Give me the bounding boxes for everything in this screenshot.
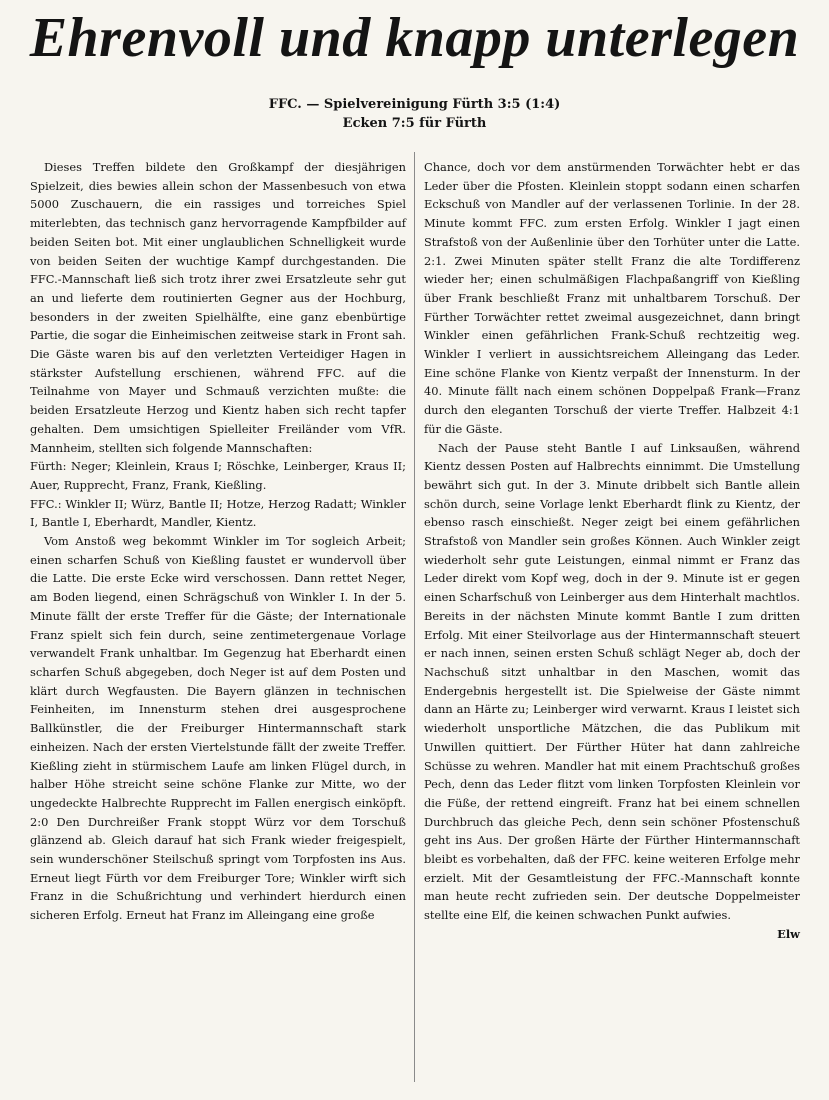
paragraph-first-half-cont: Chance, doch vor dem anstürmenden Torwächter hebt er das Leder über die Pfosten. Kleinlein stoppt sodann einen scharfen Eckschuß von Mandler auf der verlassenen Torlinie. In der 28. Minute kommt FFC. zum ersten Erfolg. Winkler I jagt einen Strafstoß von der Außenlinie über den Torhüter unter die Latte. 2:1. Zwei Minuten später stellt Franz die alte Tordifferenz wieder her; einen schulmäßigen Flachpaßangriff von Kießling über Frank beschließt Franz mit unhaltbarem Torschuß. Der Fürther Torwächter rettet zweimal ausgezeichnet, dann bringt Winkler einen gefährlichen Frank-Schuß rechtzeitig weg. Winkler I verliert in aussichtsreichem Alleingang das Leder. Eine schöne Flanke von Kientz verpaßt der Innensturm. In der 40. Minute fällt nach einem schönen Doppelpaß Frank—Franz durch den eleganten Torschuß der vierte Treffer. Halbzeit 4:1 für die Gäste. (424, 160, 800, 436)
paragraph-intro: Dieses Treffen bildete den Großkampf der diesjährigen Spielzeit, dies bewies allein schon der Massenbesuch von etwa 5000 Zuschauern, die ein rassiges und torreiches Spiel miterlebten, das technisch ganz hervorragende Kampfbilder auf beiden Seiten bot. Mit einer unglaublichen Schnelligkeit wurde von beiden Seiten der wuchtige Kampf durchgestanden. Die FFC.-Mannschaft ließ sich trotz ihrer zwei Ersatzleute sehr gut an und lieferte dem routinierten Gegner aus der Hochburg, besonders in der zweiten Spielhälfte, eine ganz ebenbürtige Partie, die sogar die Einheimischen zeitweise stark in Front sah. Die Gäste waren bis auf den verletzten Verteidiger Hagen in stärkster Aufstellung erschienen, während FFC. auf die Teilnahme von Mayer und Schmauß verzichten mußte: die beiden Ersatzleute Herzog und Kientz haben sich recht tapfer gehalten. Dem umsichtigen Spielleiter Freiländer vom VfR. Mannheim, stellten sich folgende Mannschaften: (30, 160, 406, 455)
match-result: FFC. — Spielvereinigung Fürth 3:5 (1:4) (268, 97, 561, 112)
headline: Ehrenvoll und knapp unterlegen (29, 7, 800, 69)
lineup-ffc: FFC.: Winkler II; Würz, Bantle II; Hotze, Herzog Radatt; Winkler I, Bantle I, Eberhardt, Mandler, Kientz. (30, 496, 406, 530)
paragraph-first-half: Vom Anstoß weg bekommt Winkler im Tor sogleich Arbeit; einen scharfen Schuß von Kießling faustet er wundervoll über die Latte. Die erste Ecke wird verschossen. Dann rettet Neger, am Boden liegend, einen Schrägschuß von Winkler I. In der 5. Minute fällt der erste Treffer für die Gäste; der Internationale Franz spielt sich fein durch, seine zentimetergenaue Vorlage verwandelt Frank unhaltbar. Im Gegenzug hat Eberhardt einen scharfen Schuß abgegeben, doch Neger ist auf dem Posten und klärt durch Wegfausten. Die Bayern glänzen in technischen Feinheiten, im Innensturm stehen drei ausgesprochene Ballkünstler, die der Freiburger Hintermannschaft stark einheizen. Nach der ersten Viertelstunde fällt der zweite Treffer. Kießling zieht in stürmischem Laufe am linken Flügel durch, in halber Höhe streicht seine schöne Flanke zur Mitte, wo der ungedeckte Halbrechte Rupprecht im Fallen energisch einköpft. 2:0 Den Durchreißer Frank stoppt Würz vor dem Torschuß glänzend ab. Gleich darauf hat sich Frank wieder freigespielt, sein wunderschöner Steilschuß springt vom Torpfosten ins Aus. Erneut liegt Fürth vor dem Freiburger Tore; Winkler wirft sich Franz in die Schußrichtung und verhindert hierdurch einen sicheren Erfolg. Erneut hat Franz im Alleingang eine große (30, 534, 406, 923)
article-column-right (424, 158, 800, 944)
lineup-fuerth: Fürth: Neger; Kleinlein, Kraus I; Röschke, Leinberger, Kraus II; Auer, Rupprecht, Franz, Frank, Kießling. (30, 459, 406, 492)
author-signature: Elw (777, 926, 800, 941)
paragraph-second-half: Nach der Pause steht Bantle I auf Linksaußen, während Kientz dessen Posten auf Halbrechts einnimmt. Die Umstellung bewährt sich gut. In der 3. Minute dribbelt sich Bantle allein schön durch, seine Vorlage lenkt Eberhardt flink zu Kientz, der ebenso rasch einschießt. Neger zeigt bei einem gefährlichen Strafstoß von Mandler sein großes Können. Auch Winkler zeigt wiederholt sehr gute Leistungen, einmal nimmt er Franz das Leder direkt vom Kopf weg, doch in der 9. Minute ist er gegen einen Scharfschuß von Leinberger aus dem Hinterhalt machtlos. Bereits in der nächsten Minute kommt Bantle I zum dritten Erfolg. Mit einer Steilvorlage aus der Hintermannschaft steuert er nach innen, seinen ersten Schuß schlägt Neger ab, doch der Nachschuß sitzt unhaltbar in den Maschen, womit das Endergebnis hergestellt ist. Die Spielweise der Gäste nimmt dann an Härte zu; Leinberger wird verwarnt. Kraus I leistet sich wiederholt unsportliche Mätzchen, die das Publikum mit Unwillen quittiert. Der Fürther Hüter hat dann zahlreiche Schüsse zu wehren. Mandler hat mit einem Prachtschuß großes Pech, denn das Leder flitzt vom linken Torpfosten Kleinlein vor die Füße, der rettend eingreift. Franz hat bei einem schnellen Durchbruch das gleiche Pech, denn sein schöner Pfostenschuß geht ins Aus. Der großen Härte der Fürther Hintermannschaft bleibt es vorbehalten, daß der FFC. keine weiteren Erfolge mehr erzielt. Mit der Gesamtleistung der FFC.-Mannschaft konnte man heute recht zufrieden sein. Der deutsche Doppelmeister stellte eine Elf, die keinen schwachen Punkt aufwies. (424, 440, 800, 923)
corner-count: Ecken 7:5 für Fürth (342, 116, 487, 131)
article-column-left (30, 158, 406, 925)
column-divider (414, 152, 415, 1082)
